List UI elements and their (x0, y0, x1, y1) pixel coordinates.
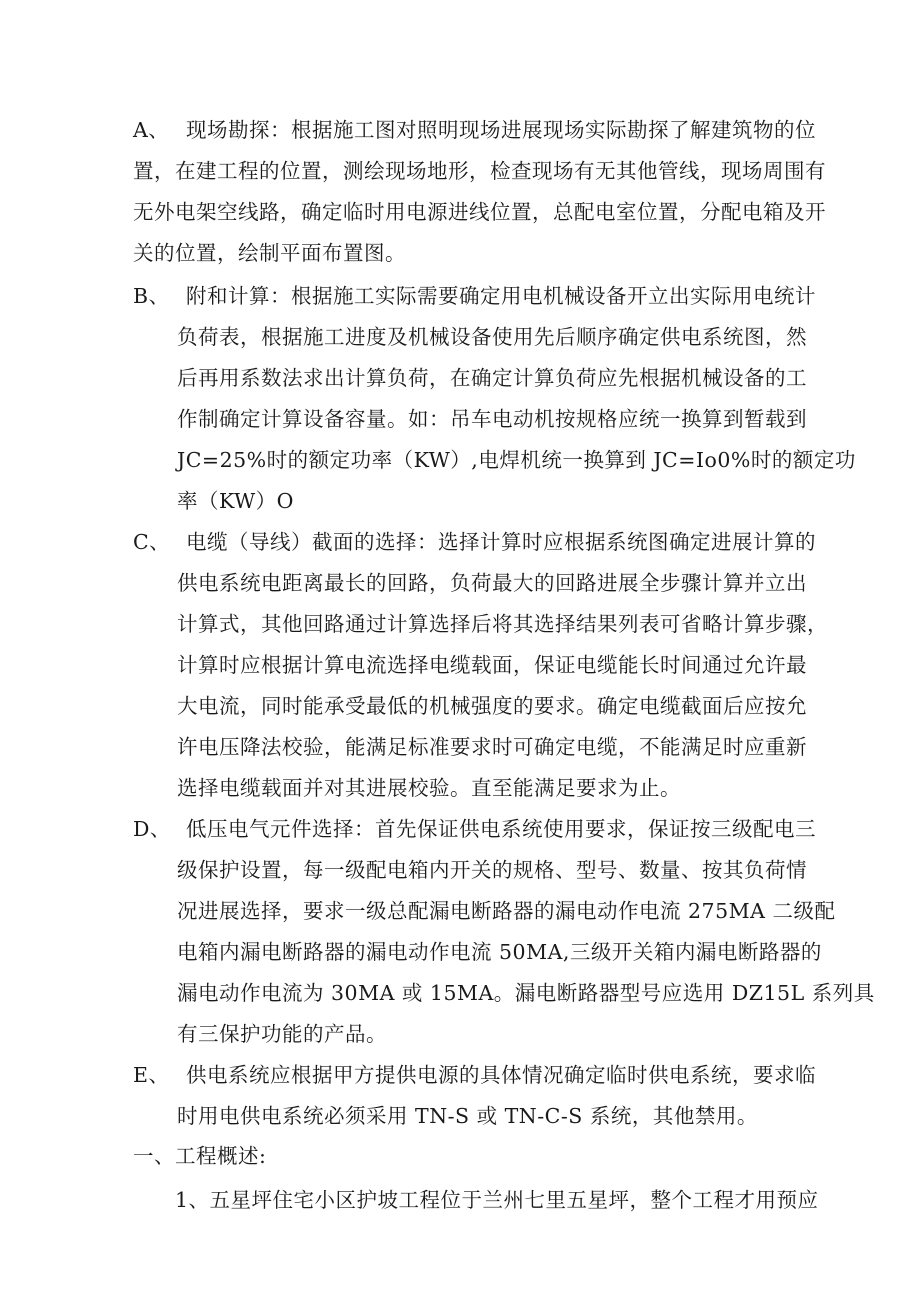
item-a-line-3: 无外电架空线路，确定临时用电源进线位置，总配电室位置，分配电箱及开 (133, 200, 826, 224)
item-b-line-6: 率（KW）O (177, 489, 294, 513)
item-d-line-3: 况进展选择，要求一级总配漏电断路器的漏电动作电流 275MA 二级配 (177, 899, 836, 923)
item-d-line-1: 低压电气元件选择：首先保证供电系统使用要求，保证按三级配电三 (186, 817, 816, 841)
item-c-line-6: 许电压降法校验，能满足标准要求时可确定电缆，不能满足时应重新 (177, 735, 807, 759)
item-e-marker: E、 (133, 1063, 170, 1087)
item-a-line-4: 关的位置，绘制平面布置图。 (133, 241, 406, 265)
item-c-line-5: 大电流，同时能承受最低的机械强度的要求。确定电缆截面后应按允 (177, 694, 807, 718)
item-d-line-5: 漏电动作电流为 30MA 或 15MA。漏电断路器型号应选用 DZ15L 系列具 (177, 981, 875, 1005)
item-b-line-3: 后再用系数法求出计算负荷，在确定计算负荷应先根据机械设备的工 (177, 366, 807, 390)
item-b-marker: B、 (133, 284, 170, 308)
item-c-line-1: 电缆（导线）截面的选择：选择计算时应根据系统图确定进展计算的 (186, 530, 816, 554)
item-a-line-2: 置，在建工程的位置，测绘现场地形，检查现场有无其他管线，现场周围有 (133, 159, 826, 183)
item-e-line-1: 供电系统应根据甲方提供电源的具体情况确定临时供电系统，要求临 (186, 1063, 816, 1087)
item-a-marker: A、 (133, 118, 170, 142)
section-paragraph-line-1: 1、五星坪住宅小区护坡工程位于兰州七里五星坪，整个工程才用预应 (175, 1188, 819, 1212)
item-d-line-4: 电箱内漏电断路器的漏电动作电流 50MA,三级开关箱内漏电断路器的 (177, 940, 822, 964)
item-e-line-2: 时用电供电系统必须采用 TN-S 或 TN-C-S 系统，其他禁用。 (177, 1104, 758, 1128)
item-c-line-4: 计算时应根据计算电流选择电缆载面，保证电缆能长时间通过允许最 (177, 653, 807, 677)
item-c-line-3: 计算式，其他回路通过计算选择后将其选择结果列表可省略计算步骤， (177, 612, 828, 636)
item-c-line-7: 选择电缆载面并对其进展校验。直至能满足要求为止。 (177, 776, 681, 800)
item-b-line-4: 作制确定计算设备容量。如：吊车电动机按规格应统一换算到暂载到 (177, 407, 807, 431)
item-b-line-5: JC=25%时的额定功率（KW）,电焊机统一换算到 JC=Io0%时的额定功 (177, 448, 856, 472)
section-heading: 一、工程概述: (133, 1144, 267, 1168)
item-c-marker: C、 (133, 530, 171, 554)
item-b-line-2: 负荷表，根据施工进度及机械设备使用先后顺序确定供电系统图，然 (177, 325, 807, 349)
item-d-marker: D、 (133, 817, 171, 841)
item-c-line-2: 供电系统电距离最长的回路，负荷最大的回路进展全步骤计算并立出 (177, 571, 807, 595)
item-d-line-2: 级保护设置，每一级配电箱内开关的规格、型号、数量、按其负荷情 (177, 858, 807, 882)
item-a-line-1: 现场勘探：根据施工图对照明现场进展现场实际勘探了解建筑物的位 (186, 118, 816, 142)
item-b-line-1: 附和计算：根据施工实际需要确定用电机械设备开立出实际用电统计 (186, 284, 816, 308)
item-d-line-6: 有三保护功能的产品。 (177, 1022, 387, 1046)
